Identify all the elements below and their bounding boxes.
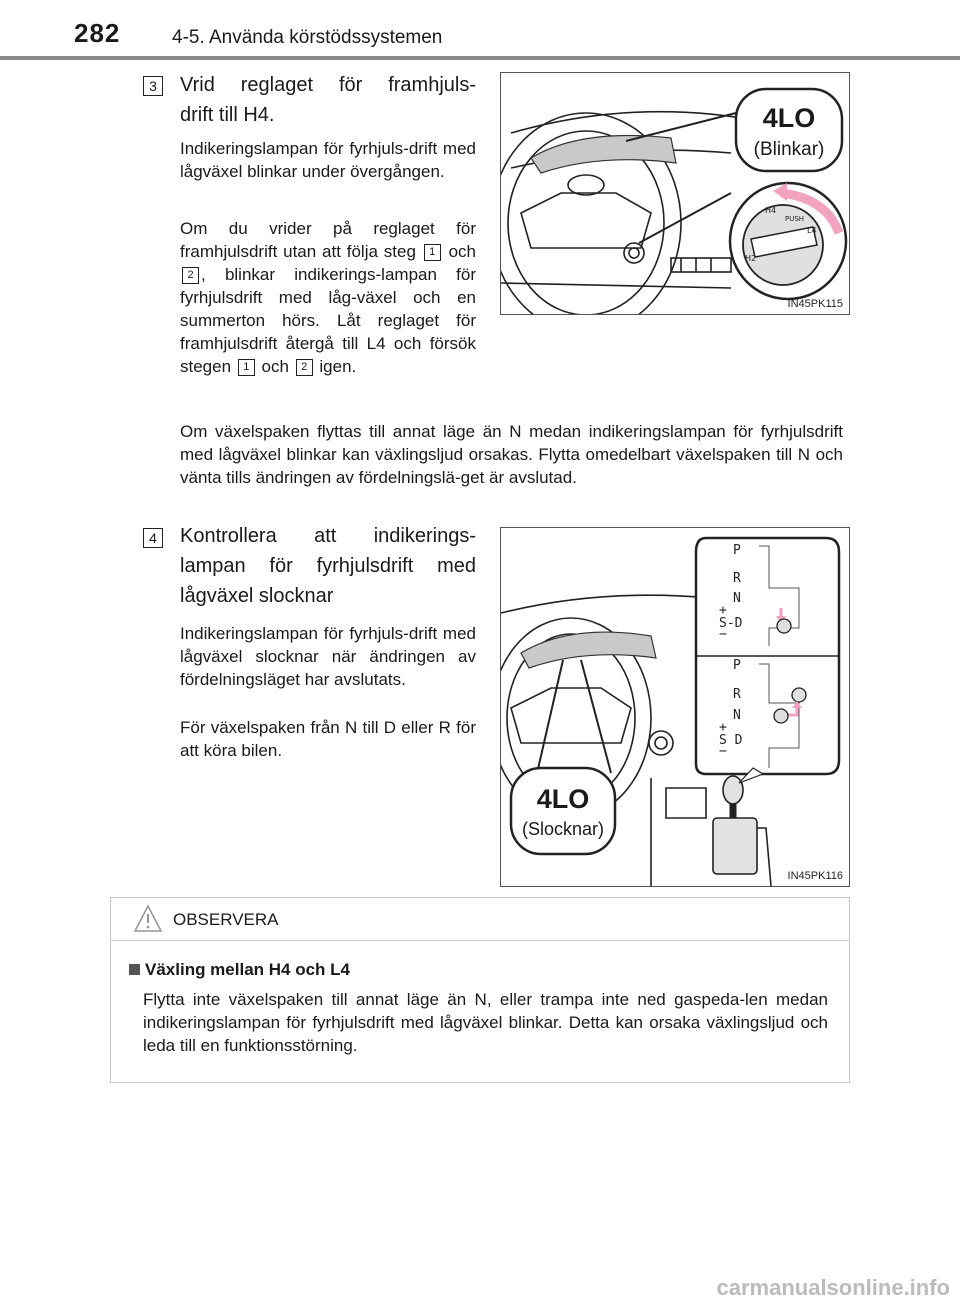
gear-top-minus: − [719,627,727,642]
step-ref-2: 2 [182,267,199,284]
gear-bottom-minus: − [719,744,727,759]
gear-bottom-sd: S D [719,733,743,748]
notice-body: Flytta inte växelspaken till annat läge än N, eller trampa inte ned gaspeda-len medan indikeringslampan för fyrhjulsdrift med lågväxel blinkar. Detta kan orsaka växlingsljud och leda till en funktionsstörning. [143,990,828,1055]
notice-title: OBSERVERA [173,910,279,929]
figure-4lo-off [500,527,850,887]
step-ref-1: 1 [424,244,441,261]
dial-label-l4: L4 [807,226,817,235]
figure-code: IN45PK115 [787,298,843,310]
indicator-4lo-label: 4LO [762,103,816,133]
gear-top-n: N [733,591,741,606]
gear-top-sd: S-D [719,616,743,631]
dial-label-h4: H4 [765,206,777,215]
dial-label-h2: H2 [745,254,757,263]
gear-bottom-n: N [733,708,741,723]
gear-top-plus: + [719,603,727,618]
header-divider [0,56,960,60]
step4-paragraph-1: Indikeringslampan för fyrhjuls-drift med lågväxel slocknar när ändringen av fördelningsläget har avslutats. [180,624,476,689]
gear-top-r: R [733,571,741,586]
gear-bottom-r: R [733,687,741,702]
step4-title-line3: lågväxel slocknar [180,585,334,607]
och-word: och [448,242,476,261]
indicator-state-blinking: (Blinkar) [753,139,825,160]
step-ref-1b: 1 [238,359,255,376]
gear-bottom-p: P [733,658,741,673]
gear-top-p: P [733,543,741,558]
indicator-4lo-label-2: 4LO [536,784,590,814]
warning-triangle-icon [133,904,163,934]
step3-paragraph-1: Indikeringslampan för fyrhjuls-drift med lågväxel blinkar under övergången. [180,139,476,181]
step3-paragraph-3: Om växelspaken flyttas till annat läge än N medan indikeringslampan för fyrhjulsdrift med lågväxel blinkar kan växlingsljud orsakas. Flytta omedelbart växelspaken till N och vänta tills ändringen av fördelningslä-get är avslutad. [180,422,843,487]
figure-code-2: IN45PK116 [787,870,843,882]
step4-title-line1: Kontrollera att indikerings- [180,525,476,547]
notice-subheading-text: Växling mellan H4 och L4 [145,960,351,979]
step3-paragraph-2-middle: , blinkar indikerings-lampan för fyrhjulsdrift med låg-växel och en summerton hörs. Låt reglaget för framhjulsdrift återgå till L4 och försök stegen [180,265,476,376]
page-number: 282 [74,18,121,48]
step3-title-line1: Vrid reglaget för framhjuls- [180,74,476,96]
step-ref-2b: 2 [296,359,313,376]
gear-bottom-plus: + [719,720,727,735]
notice-header [111,898,849,941]
notice-box [110,897,850,1083]
figure-4lo-blinking [500,72,850,315]
step4-paragraph-2: För växelspaken från N till D eller R för att köra bilen. [180,718,476,760]
bullet-square-icon [129,964,140,975]
step-number-3: 3 [143,76,163,96]
step3-paragraph-2-start: Om du vrider på reglaget för framhjulsdrift utan att följa steg [180,219,476,261]
step-number-4: 4 [143,528,163,548]
step3-paragraph-2-end: igen. [319,357,357,376]
step3-title-line2: drift till H4. [180,104,275,126]
section-title: 4-5. Använda körstödssystemen [172,27,443,48]
watermark: carmanualsonline.info [716,1275,950,1300]
step4-title-line2: lampan för fyrhjulsdrift med [180,555,476,577]
dial-label-push: PUSH [785,215,805,223]
indicator-state-off: (Slocknar) [521,819,605,839]
och-word-2: och [261,357,289,376]
step3-paragraph-2 [180,217,476,378]
notice-subheading [129,960,350,980]
